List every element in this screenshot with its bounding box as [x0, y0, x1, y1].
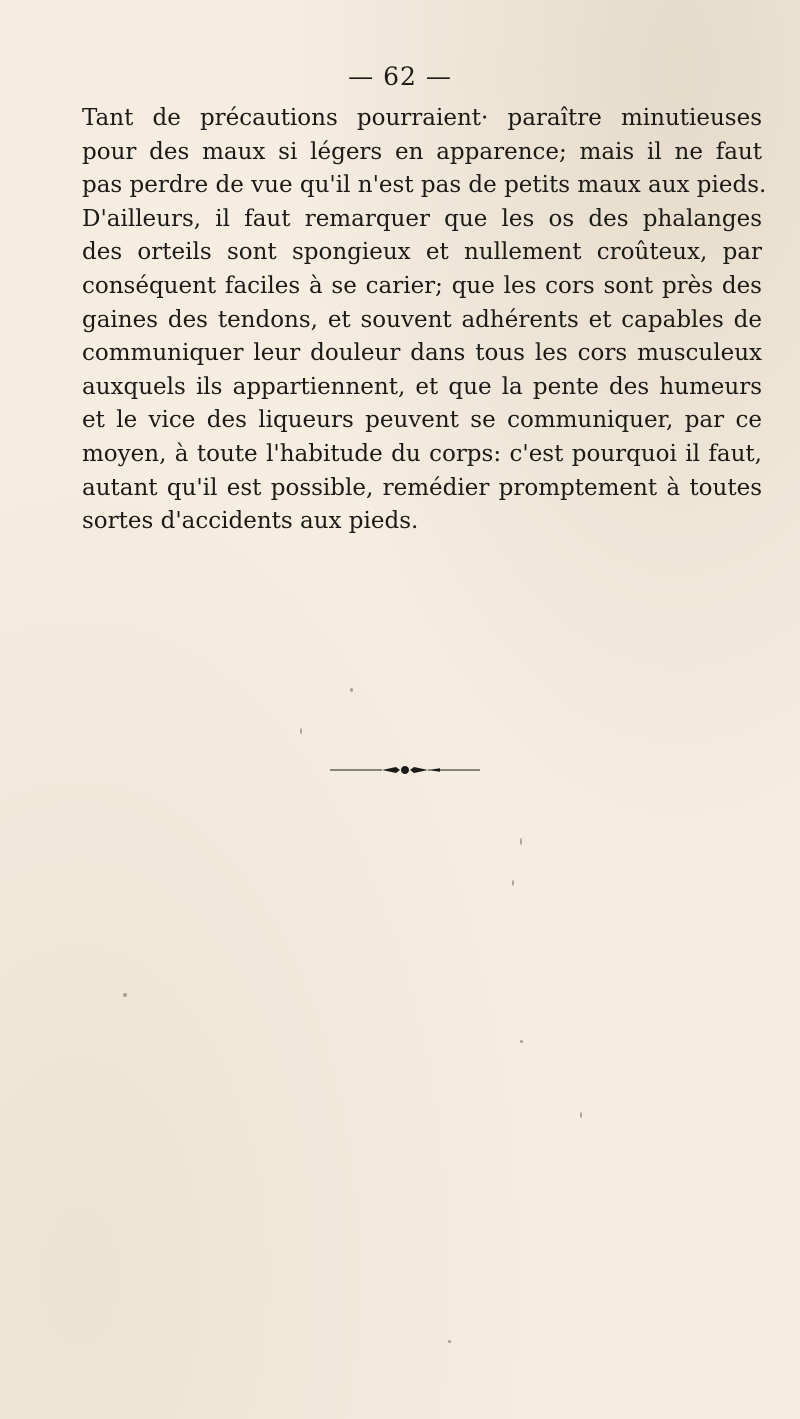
text-line: moyen, à toute l'habitude du corps: c'est pourquoi il faut, [82, 440, 762, 467]
text-line: pas perdre de vue qu'il n'est pas de petits maux aux pieds. [82, 172, 767, 199]
page-number: — 62 — [348, 62, 452, 91]
paper-speck [512, 880, 514, 886]
paper-speck [448, 1340, 451, 1343]
text-line: D'ailleurs, il faut remarquer que les os des phalanges [82, 205, 762, 232]
text-line: gaines des tendons, et souvent adhérents et capables de [82, 306, 762, 333]
text-line: pour des maux si légers en apparence; mais il ne faut [82, 138, 762, 165]
paragraph [82, 102, 767, 539]
paper-speck [520, 1040, 523, 1043]
text-line: sortes d'accidents aux pieds. [82, 508, 419, 535]
text-line: auxquels ils appartiennent, et que la pente des humeurs [82, 373, 762, 400]
paper-speck [300, 728, 302, 734]
text-line: des orteils sont spongieux et nullement croûteux, par [82, 239, 762, 266]
paper-speck [350, 688, 353, 692]
tailpiece-rule-icon [330, 764, 480, 776]
text-line: conséquent faciles à se carier; que les cors sont près des [82, 272, 762, 299]
text-line: communiquer leur douleur dans tous les cors musculeux [82, 340, 762, 367]
text-line: et le vice des liqueurs peuvent se communiquer, par ce [82, 407, 762, 434]
text-line: Tant de précautions pourraient· paraître minutieuses [82, 105, 762, 131]
text-line: autant qu'il est possible, remédier promptement à toutes [82, 474, 762, 501]
paper-speck [520, 838, 522, 845]
paper-speck [123, 993, 127, 997]
paper-speck [580, 1112, 582, 1118]
